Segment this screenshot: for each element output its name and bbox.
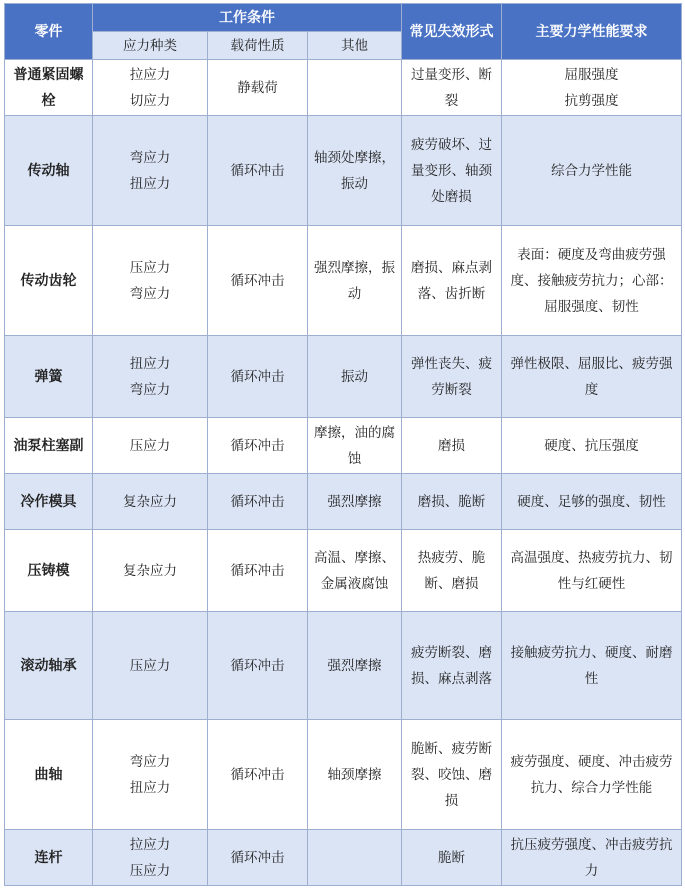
cell-other: 轴颈摩擦 [308,720,402,830]
cell-other: 摩擦，油的腐蚀 [308,418,402,474]
table-row [5,226,682,336]
cell-stress: 压应力 [93,612,208,720]
cell-stress: 扭应力 弯应力 [93,336,208,418]
cell-failure: 过量变形、断裂 [402,60,502,116]
cell-part: 油泵柱塞副 [5,418,93,474]
table-row [5,336,682,418]
cell-load: 循环冲击 [208,418,308,474]
cell-part: 曲轴 [5,720,93,830]
cell-load: 静载荷 [208,60,308,116]
cell-load: 循环冲击 [208,720,308,830]
parts-properties-table [4,3,682,886]
cell-requirements: 硬度、足够的强度、韧性 [502,474,682,530]
cell-part: 滚动轴承 [5,612,93,720]
cell-load: 循环冲击 [208,474,308,530]
cell-stress: 拉应力 切应力 [93,60,208,116]
table-row [5,720,682,830]
header-part: 零件 [5,4,93,60]
cell-requirements: 疲劳强度、硬度、冲击疲劳抗力、综合力学性能 [502,720,682,830]
cell-other: 强烈摩擦 [308,474,402,530]
table-row [5,612,682,720]
header-other: 其他 [308,32,402,60]
cell-stress: 弯应力 扭应力 [93,720,208,830]
header-requirements: 主要力学性能要求 [502,4,682,60]
table-row [5,474,682,530]
cell-stress: 压应力 弯应力 [93,226,208,336]
cell-requirements: 抗压疲劳强度、冲击疲劳抗力 [502,830,682,886]
cell-failure: 脆断、疲劳断裂、咬蚀、磨损 [402,720,502,830]
cell-stress: 弯应力 扭应力 [93,116,208,226]
cell-part: 普通紧固螺栓 [5,60,93,116]
cell-requirements: 接触疲劳抗力、硬度、耐磨性 [502,612,682,720]
header-working-conditions: 工作条件 [93,4,402,32]
cell-failure: 磨损、麻点剥落、齿折断 [402,226,502,336]
header-load-nature: 载荷性质 [208,32,308,60]
cell-load: 循环冲击 [208,336,308,418]
cell-stress: 复杂应力 [93,530,208,612]
table-row [5,418,682,474]
table-row [5,116,682,226]
cell-failure: 磨损、脆断 [402,474,502,530]
cell-requirements: 屈服强度 抗剪强度 [502,60,682,116]
header-failure-form: 常见失效形式 [402,4,502,60]
cell-part: 冷作模具 [5,474,93,530]
cell-stress: 拉应力 压应力 [93,830,208,886]
cell-load: 循环冲击 [208,530,308,612]
cell-failure: 疲劳破坏、过量变形、轴颈处磨损 [402,116,502,226]
cell-other: 轴颈处摩擦，振动 [308,116,402,226]
cell-other [308,830,402,886]
cell-requirements: 表面：硬度及弯曲疲劳强度、接触疲劳抗力；心部：屈服强度、韧性 [502,226,682,336]
table-container [4,3,682,886]
table-row [5,830,682,886]
cell-other: 高温、摩擦、金属液腐蚀 [308,530,402,612]
cell-requirements: 高温强度、热疲劳抗力、韧性与红硬性 [502,530,682,612]
cell-requirements: 综合力学性能 [502,116,682,226]
cell-part: 传动轴 [5,116,93,226]
cell-load: 循环冲击 [208,226,308,336]
cell-load: 循环冲击 [208,612,308,720]
cell-failure: 弹性丧失、疲劳断裂 [402,336,502,418]
cell-requirements: 弹性极限、屈服比、疲劳强度 [502,336,682,418]
cell-part: 弹簧 [5,336,93,418]
cell-other: 强烈摩擦，振动 [308,226,402,336]
header-stress-type: 应力种类 [93,32,208,60]
cell-failure: 脆断 [402,830,502,886]
cell-other [308,60,402,116]
cell-part: 压铸模 [5,530,93,612]
table-row [5,60,682,116]
cell-stress: 压应力 [93,418,208,474]
cell-load: 循环冲击 [208,830,308,886]
cell-stress: 复杂应力 [93,474,208,530]
table-row [5,530,682,612]
cell-other: 强烈摩擦 [308,612,402,720]
cell-failure: 疲劳断裂、磨损、麻点剥落 [402,612,502,720]
cell-load: 循环冲击 [208,116,308,226]
table-body [5,60,682,886]
cell-failure: 热疲劳、脆断、磨损 [402,530,502,612]
cell-other: 振动 [308,336,402,418]
cell-part: 传动齿轮 [5,226,93,336]
cell-part: 连杆 [5,830,93,886]
cell-requirements: 硬度、抗压强度 [502,418,682,474]
cell-failure: 磨损 [402,418,502,474]
